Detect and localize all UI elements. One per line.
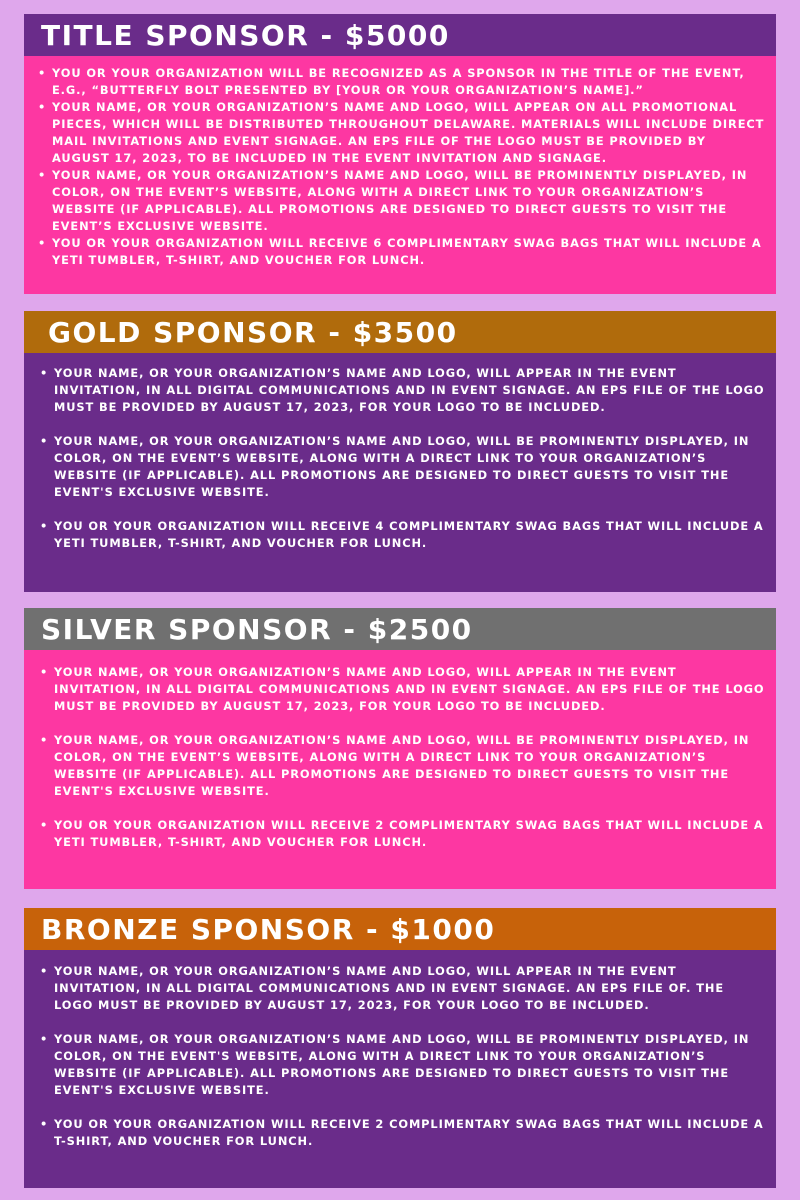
title-sponsor-benefits <box>24 56 776 294</box>
title-sponsor-section <box>24 14 776 294</box>
benefit-item <box>38 235 766 269</box>
benefit-text: YOUR NAME, OR YOUR ORGANIZATION’S NAME AND LOGO, WILL APPEAR IN THE EVENT INVITATION, IN ALL DIGITAL COMMUNICATIONS AND IN EVENT SIGNAGE. AN EPS FILE OF. THE LOGO MUST BE PROVIDED BY AUGUST 17, 2023, FOR YOUR LOGO TO BE INCLUDED. <box>54 964 725 1012</box>
benefit-text: YOUR NAME, OR YOUR ORGANIZATION’S NAME AND LOGO, WILL BE PROMINENTLY DISPLAYED, IN COLOR, ON THE EVENT’S WEBSITE, ALONG WITH A DIRECT LINK TO YOUR ORGANIZATION’S WEBSITE (IF APPLICABLE). ALL PROMOTIONS ARE DESIGNED TO DIRECT GUESTS TO VISIT THE EVENT'S EXCLUSIVE WEBSITE. <box>54 733 750 798</box>
bronze-sponsor-heading: BRONZE SPONSOR - $1000 <box>24 908 776 950</box>
benefit-item <box>40 365 766 416</box>
benefit-list <box>40 664 766 851</box>
silver-sponsor-section <box>24 608 776 889</box>
bullet-icon: • <box>40 366 49 380</box>
bullet-icon: • <box>40 964 49 978</box>
bullet-icon: • <box>38 168 47 182</box>
bronze-sponsor-benefits <box>24 950 776 1188</box>
gold-sponsor-section <box>24 311 776 592</box>
benefit-item <box>38 65 766 99</box>
title-sponsor-heading: TITLE SPONSOR - $5000 <box>24 14 776 56</box>
benefit-item <box>40 664 766 715</box>
benefit-text: YOU OR YOUR ORGANIZATION WILL BE RECOGNIZED AS A SPONSOR IN THE TITLE OF THE EVENT, E.G., “BUTTERFLY BOLT PRESENTED BY [YOUR OR YOUR ORGANIZATION’S NAME].” <box>52 66 745 97</box>
benefit-list <box>38 65 766 269</box>
bullet-icon: • <box>40 818 49 832</box>
benefit-item <box>38 167 766 235</box>
gold-sponsor-benefits <box>24 353 776 592</box>
benefit-text: YOU OR YOUR ORGANIZATION WILL RECEIVE 4 COMPLIMENTARY SWAG BAGS THAT WILL INCLUDE A YETI TUMBLER, T-SHIRT, AND VOUCHER FOR LUNCH. <box>54 519 764 550</box>
benefit-text: YOUR NAME, OR YOUR ORGANIZATION’S NAME AND LOGO, WILL BE PROMINENTLY DISPLAYED, IN COLOR, ON THE EVENT'S WEBSITE, ALONG WITH A DIRECT LINK TO YOUR ORGANIZATION’S WEBSITE (IF APPLICABLE). ALL PROMOTIONS ARE DESIGNED TO DIRECT GUESTS TO VISIT THE EVENT'S EXCLUSIVE WEBSITE. <box>54 1032 750 1097</box>
bullet-icon: • <box>40 1117 49 1131</box>
benefit-text: YOUR NAME, OR YOUR ORGANIZATION’S NAME AND LOGO, WILL BE PROMINENTLY DISPLAYED, IN COLOR, ON THE EVENT’S WEBSITE, ALONG WITH A DIRECT LINK TO YOUR ORGANIZATION’S WEBSITE (IF APPLICABLE). ALL PROMOTIONS ARE DESIGNED TO DIRECT GUESTS TO VISIT THE EVENT'S EXCLUSIVE WEBSITE. <box>54 434 750 499</box>
benefit-item <box>40 518 766 552</box>
benefit-list <box>40 365 766 552</box>
gold-sponsor-heading: GOLD SPONSOR - $3500 <box>24 311 776 353</box>
bullet-icon: • <box>40 733 49 747</box>
benefit-text: YOUR NAME, OR YOUR ORGANIZATION’S NAME AND LOGO, WILL APPEAR IN THE EVENT INVITATION, IN ALL DIGITAL COMMUNICATIONS AND IN EVENT SIGNAGE. AN EPS FILE OF THE LOGO MUST BE PROVIDED BY AUGUST 17, 2023, FOR YOUR LOGO TO BE INCLUDED. <box>54 665 765 713</box>
benefit-text: YOU OR YOUR ORGANIZATION WILL RECEIVE 2 COMPLIMENTARY SWAG BAGS THAT WILL INCLUDE A T-SHIRT, AND VOUCHER FOR LUNCH. <box>54 1117 764 1148</box>
bullet-icon: • <box>38 236 47 250</box>
benefit-text: YOU OR YOUR ORGANIZATION WILL RECEIVE 6 COMPLIMENTARY SWAG BAGS THAT WILL INCLUDE A YETI TUMBLER, T-SHIRT, AND VOUCHER FOR LUNCH. <box>52 236 762 267</box>
benefit-item <box>40 963 766 1014</box>
silver-sponsor-benefits <box>24 650 776 889</box>
bullet-icon: • <box>40 1032 49 1046</box>
benefit-item <box>40 1031 766 1099</box>
benefit-text: YOUR NAME, OR YOUR ORGANIZATION’S NAME AND LOGO, WILL APPEAR IN THE EVENT INVITATION, IN ALL DIGITAL COMMUNICATIONS AND IN EVENT SIGNAGE. AN EPS FILE OF THE LOGO MUST BE PROVIDED BY AUGUST 17, 2023, FOR YOUR LOGO TO BE INCLUDED. <box>54 366 765 414</box>
bullet-icon: • <box>38 100 47 114</box>
benefit-item <box>40 817 766 851</box>
benefit-item <box>40 1116 766 1150</box>
benefit-item <box>38 99 766 167</box>
bullet-icon: • <box>40 434 49 448</box>
bullet-icon: • <box>40 665 49 679</box>
benefit-item <box>40 732 766 800</box>
benefit-item <box>40 433 766 501</box>
benefit-list <box>40 963 766 1150</box>
benefit-text: YOU OR YOUR ORGANIZATION WILL RECEIVE 2 COMPLIMENTARY SWAG BAGS THAT WILL INCLUDE A YETI TUMBLER, T-SHIRT, AND VOUCHER FOR LUNCH. <box>54 818 764 849</box>
bullet-icon: • <box>40 519 49 533</box>
bullet-icon: • <box>38 66 47 80</box>
benefit-text: YOUR NAME, OR YOUR ORGANIZATION’S NAME AND LOGO, WILL APPEAR ON ALL PROMOTIONAL PIECES, WHICH WILL BE DISTRIBUTED THROUGHOUT DELAWARE. MATERIALS WILL INCLUDE DIRECT MAIL INVITATIONS AND EVENT SIGNAGE. AN EPS FILE OF THE LOGO MUST BE PROVIDED BY AUGUST 17, 2023, TO BE INCLUDED IN THE EVENT INVITATION AND SIGNAGE. <box>52 100 765 165</box>
silver-sponsor-heading: SILVER SPONSOR - $2500 <box>24 608 776 650</box>
benefit-text: YOUR NAME, OR YOUR ORGANIZATION’S NAME AND LOGO, WILL BE PROMINENTLY DISPLAYED, IN COLOR, ON THE EVENT’S WEBSITE, ALONG WITH A DIRECT LINK TO YOUR ORGANIZATION’S WEBSITE (IF APPLICABLE). ALL PROMOTIONS ARE DESIGNED TO DIRECT GUESTS TO VISIT THE EVENT’S EXCLUSIVE WEBSITE. <box>52 168 748 233</box>
bronze-sponsor-section <box>24 908 776 1188</box>
